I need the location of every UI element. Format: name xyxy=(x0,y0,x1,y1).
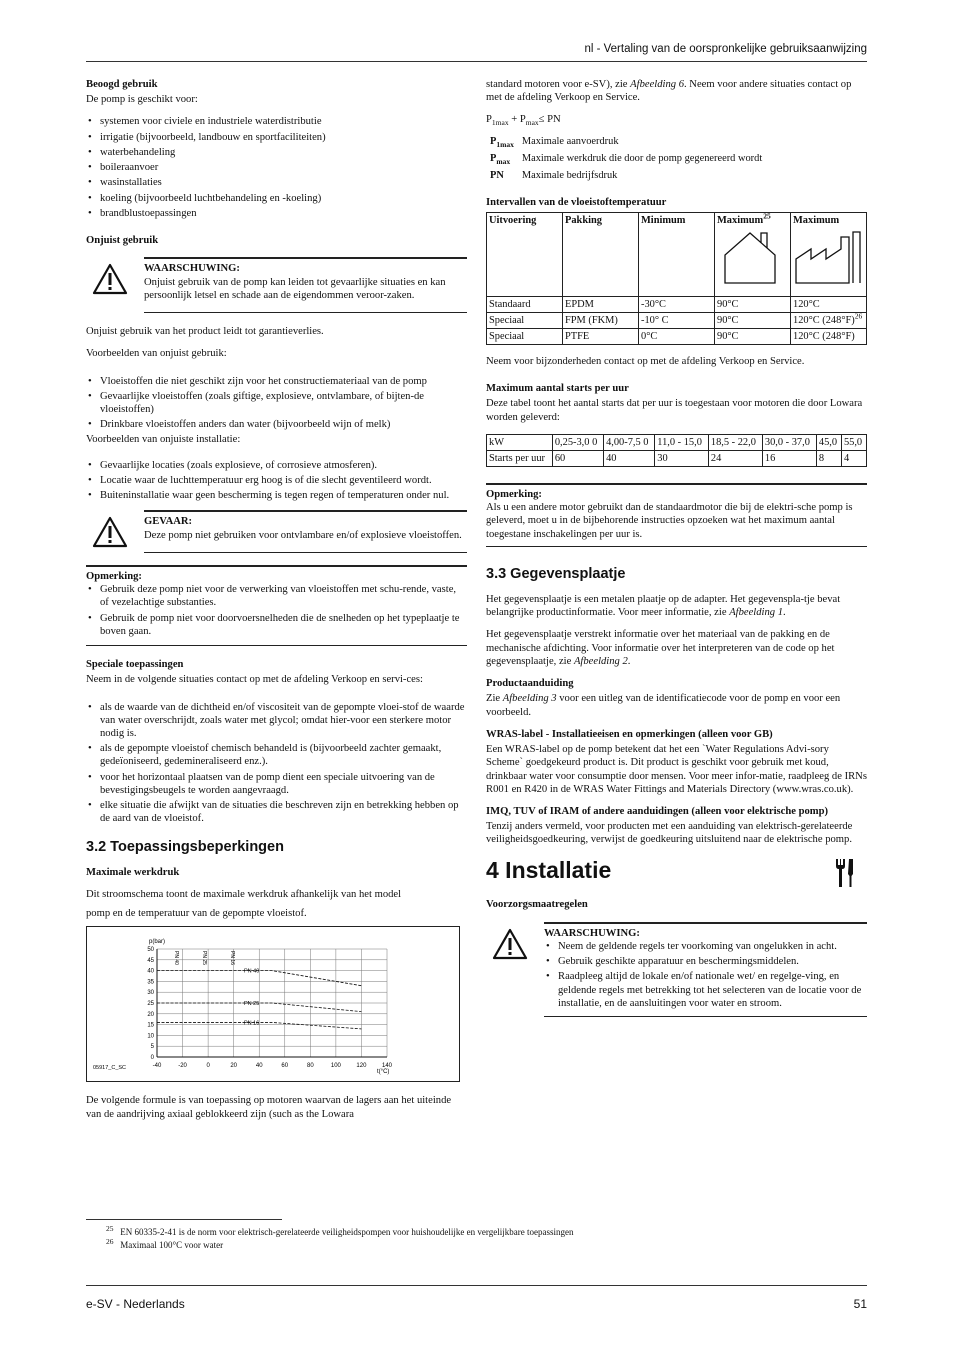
x-tick-label: 140 xyxy=(381,1063,393,1070)
install-examples-intro: Voorbeelden van onjuiste installatie: xyxy=(86,434,241,446)
x-tick-label: -20 xyxy=(178,1063,187,1070)
footnote-25: $^{25}$ EN 60335-2-41 is de norm voor elektrisch-gerelateerde veiligheidspompen voor huishoudelijke en vergelijkbare toepassingen xyxy=(106,1224,574,1237)
footer-left: e-SV - Nederlands xyxy=(86,1297,185,1311)
list-item: • elke situatie die afwijkt van de situaties die beschreven zijn en betrekking hebben op de aard van de vloeistof. xyxy=(86,799,467,825)
list-item: • Buiteninstallatie waar geen bescherming is tegen regen of temperaturen onder nul. xyxy=(86,489,467,502)
section-3-2-heading: 3.2 Toepassingsbeperkingen xyxy=(86,838,284,855)
table-cell: Speciaal xyxy=(487,328,563,344)
y-tick-label: 15 xyxy=(147,1023,154,1030)
table-cell: EPDM xyxy=(563,296,639,312)
note-list xyxy=(86,583,467,638)
temp-note: Neem voor bijzonderheden contact op met de afdeling Verkoop en Service. xyxy=(486,355,805,367)
series-label: PN 16 xyxy=(244,1020,260,1027)
x-tick-label: -40 xyxy=(152,1063,162,1070)
list-item: • Gevaarlijke vloeistoffen (zoals giftige, explosieve, ontvlambare, of bijten-de vloeistoffen) xyxy=(86,390,467,416)
max-pressure-text-2: pomp en de temperatuur van de gepompte vloeistof. xyxy=(86,908,307,920)
series-label: PN 25 xyxy=(244,1001,260,1008)
series-label: PN 40 xyxy=(244,969,260,976)
install-warning-box xyxy=(544,922,867,1017)
footnote-rule xyxy=(86,1219,282,1220)
y-tick-label: 25 xyxy=(147,1001,154,1008)
x-axis-label: t(°C) xyxy=(377,1069,390,1076)
danger-title: GEVAAR: xyxy=(144,516,193,528)
y-tick-label: 45 xyxy=(147,958,154,965)
indoor-house-icon xyxy=(717,229,783,285)
list-item: • Neem de geldende regels ter voorkoming van ongelukken in acht. xyxy=(544,940,867,953)
table-cell: 4 xyxy=(841,450,866,466)
x-tick-label: 20 xyxy=(230,1063,238,1070)
table-cell: 120°C xyxy=(791,296,867,312)
table-header: Pakking xyxy=(563,212,639,296)
running-header: nl - Vertaling van de oorspronkelijke gebruiksaanwijzing xyxy=(584,43,867,55)
table-cell: 0,25-3,0 0 xyxy=(552,434,603,450)
table-cell: 30 xyxy=(655,450,709,466)
motor-note-box xyxy=(486,483,867,547)
intended-use-list xyxy=(86,115,467,220)
special-title: Speciale toepassingen xyxy=(86,659,184,671)
symbol: $P_{max}$ xyxy=(490,152,511,166)
continued-text: standard motoren voor e-SV), zie Afbeelding 6. Neem voor andere situaties contact op met de afdeling Verkoop en Service. xyxy=(486,79,852,104)
danger-triangle-icon xyxy=(92,516,128,548)
warning-title: WAARSCHUWING: xyxy=(144,263,240,275)
special-list xyxy=(86,701,467,826)
table-cell: Standaard xyxy=(487,296,563,312)
y-tick-label: 30 xyxy=(147,990,154,997)
table-cell: 120°C (248°F) xyxy=(791,328,867,344)
list-item: • systemen voor civiele en industriele waterdistributie xyxy=(86,115,467,128)
note-title: Opmerking: xyxy=(86,570,142,582)
x-tick-label: 80 xyxy=(306,1063,314,1070)
tools-icon xyxy=(833,858,855,888)
intended-use-intro: De pomp is geschikt voor: xyxy=(86,94,198,106)
list-item: • voor het horizontaal plaatsen van de pomp dient een speciale uitvoering van de bevestigingsbeugels te worden aangevraagd. xyxy=(86,771,467,797)
list-item: • waterbehandeling xyxy=(86,146,467,159)
misuse-list xyxy=(86,375,467,432)
precautions-title: Voorzorgsmaatregelen xyxy=(486,899,588,911)
column-label: PN 16 xyxy=(229,951,235,966)
warning-list xyxy=(544,940,867,1010)
x-tick-label: 100 xyxy=(330,1063,341,1070)
y-tick-label: 0 xyxy=(150,1055,154,1062)
table-cell: 8 xyxy=(816,450,841,466)
list-item: • als de waarde van de dichtheid en/of viscositeit van de gepompte vloei-stof de waarde van water overschrijdt, zoals water met glycol; omdat hier-voor een sterkere motor nodig is. xyxy=(86,701,467,741)
section-4-heading: 4 Installatie xyxy=(486,856,867,885)
misuse-examples-intro: Voorbeelden van onjuist gebruik: xyxy=(86,348,227,360)
plate-paragraph-1: Het gegevensplaatje is een metalen plaatje op de adapter. Het gegevenspla-tje bevat belangrijke productinformatie. Voor meer informatie, zie Afbeelding 1. xyxy=(486,593,841,619)
table-header: Maximum xyxy=(791,212,867,296)
list-item: • Gebruik deze pomp niet voor de verwerking van vloeistoffen met schu-rende, vaste, of vezelachtige substanties. xyxy=(86,583,467,609)
table-cell: 90°C xyxy=(715,312,791,328)
warning-title: WAARSCHUWING: xyxy=(544,927,640,939)
symbol-table xyxy=(486,133,766,184)
table-cell: kW xyxy=(487,434,553,450)
table-cell: 16 xyxy=(762,450,816,466)
section-3-3-heading: 3.3 Gegevensplaatje xyxy=(486,565,626,582)
intended-use-title: Beoogd gebruik xyxy=(86,79,158,90)
y-tick-label: 35 xyxy=(147,979,154,986)
table-cell: -30°C xyxy=(639,296,715,312)
list-item: • wasinstallaties xyxy=(86,176,467,189)
warning-triangle-icon xyxy=(92,263,128,295)
table-header: Maximum$^{25}$ xyxy=(715,212,791,296)
table-cell: 0°C xyxy=(639,328,715,344)
table-cell: 45,0 xyxy=(816,434,841,450)
table-cell: 55,0 xyxy=(841,434,866,450)
left-column xyxy=(86,78,467,1130)
y-tick-label: 50 xyxy=(147,947,154,954)
table-cell: Speciaal xyxy=(487,312,563,328)
right-column xyxy=(486,78,867,1029)
page-number: 51 xyxy=(853,1297,867,1311)
x-tick-label: 60 xyxy=(281,1063,289,1070)
symbol: $P_{1max}$ xyxy=(490,135,514,149)
table-cell: 18,5 - 22,0 xyxy=(708,434,762,450)
formula-intro: De volgende formule is van toepassing op motoren waarvan de lagers aan het uiteinde van de aandrijving axiaal geblokkeerd zijn (such as the Lowara xyxy=(86,1095,452,1120)
table-cell: FPM (FKM) xyxy=(563,312,639,328)
list-item: • boileraanvoer xyxy=(86,161,467,174)
danger-box xyxy=(144,510,467,552)
header-rule xyxy=(86,61,867,62)
table-cell: 11,0 - 15,0 xyxy=(655,434,709,450)
imq-title: IMQ, TUV of IRAM of andere aanduidingen (alleen voor elektrische pomp) xyxy=(486,805,829,817)
note-title: Opmerking: xyxy=(486,488,542,500)
table-header: Minimum xyxy=(639,212,715,296)
list-item: • Locatie waar de luchttemperatuur erg hoog is of die slecht geventileerd wordt. xyxy=(86,474,467,487)
install-list xyxy=(86,459,467,503)
list-item: • als de gepompte vloeistof chemisch behandeld is (bijvoorbeeld zachter gemaakt, gedeïoniseerd, gedemineraliseerd enz.). xyxy=(86,742,467,768)
chart-code: 05917_C_SC xyxy=(93,1065,127,1072)
product-text: Zie Afbeelding 3 voor een uitleg van de identificatiecode voor de pomp en voor een voorbeeld. xyxy=(486,693,841,718)
special-intro: Neem in de volgende situaties contact op met de afdeling Verkoop en servi-ces: xyxy=(86,674,423,686)
warning-text: Onjuist gebruik van de pomp kan leiden tot gevaarlijke situaties en kan persoonlijk letsel en schade aan de eigendommen veroor-zaken. xyxy=(144,276,446,301)
table-header: Uitvoering xyxy=(487,212,563,296)
chart-svg xyxy=(87,927,459,1081)
list-item: • Raadpleeg altijd de lokale en/of nationale wet/ en regelge-ving, en geldende regels met betrekking tot het selecteren van de locatie voor de installatie, en de aansluitingen voor water en stroom. xyxy=(544,970,867,1010)
outdoor-factory-icon xyxy=(793,229,863,285)
column-label: PN 25 xyxy=(201,951,207,966)
x-tick-label: 40 xyxy=(255,1063,263,1070)
list-item: • Vloeistoffen die niet geschikt zijn voor het constructiemateriaal van de pomp xyxy=(86,375,467,388)
starts-text: Deze tabel toont het aantal starts dat per uur is toegestaan voor motoren die door Lowara worden geleverd: xyxy=(486,398,863,423)
y-tick-label: 5 xyxy=(150,1044,154,1051)
plate-paragraph-2: Het gegevensplaatje verstrekt informatie over het materiaal van de pakking en de mechanische afdichting. Voor informatie over het interpreteren van de code op het gegevensplaatje, zie Afbeelding 2. xyxy=(486,629,835,667)
pressure-temperature-chart xyxy=(86,926,460,1082)
table-cell: 120°C $(248^\circ F)^{26}$ xyxy=(791,312,867,328)
table-cell: 4,00-7,5 0 xyxy=(604,434,655,450)
product-title: Productaanduiding xyxy=(486,678,574,690)
temperature-table xyxy=(486,212,867,345)
misuse-title: Onjuist gebruik xyxy=(86,235,159,247)
table-cell: 60 xyxy=(552,450,603,466)
table-cell: 40 xyxy=(604,450,655,466)
y-tick-label: 10 xyxy=(147,1033,154,1040)
list-item: • Gebruik de pomp niet voor doorvoersnelheden die de snelheden op het typeplaatje te boven gaan. xyxy=(86,612,467,638)
list-item: • Gevaarlijke locaties (zoals explosieve, of corrosieve atmosferen). xyxy=(86,459,467,472)
warning-triangle-icon xyxy=(492,928,528,960)
y-tick-label: 20 xyxy=(147,1012,154,1019)
starts-table xyxy=(486,434,867,467)
symbol: PN xyxy=(490,169,504,181)
warning-box xyxy=(144,257,467,313)
x-tick-label: 120 xyxy=(356,1063,367,1070)
footer-rule xyxy=(86,1285,867,1286)
max-pressure-title: Maximale werkdruk xyxy=(86,866,180,878)
danger-text: Deze pomp niet gebruiken voor ontvlambare en/of explosieve vloeistoffen. xyxy=(144,529,462,541)
wras-text: Een WRAS-label op de pomp betekent dat het een `Water Regulations Advi-sory Scheme` goedgekeurd product is. Dit product is geschikt voor gebruik met koud, drinkbaar water voor consumptie door mensen. Voor meer infor-matie, raadpleeg de IRNs R001 en R420 in de WRAS Water Fittings and Materials Directory (www.wras.co.uk). xyxy=(486,744,867,795)
y-tick-label: 40 xyxy=(147,969,154,976)
symbol-desc: Maximale bedrijfsdruk xyxy=(521,169,618,181)
wras-title: WRAS-label - Installatieeisen en opmerkingen (alleen voor GB) xyxy=(486,728,773,740)
list-item: • brandblustoepassingen xyxy=(86,207,467,220)
column-label: PN 40 xyxy=(173,951,179,966)
symbol-desc: Maximale aanvoerdruk xyxy=(521,135,619,147)
footnote-26: $^{26}$ Maximaal 100°C voor water xyxy=(106,1237,224,1250)
table-cell: Starts per uur xyxy=(487,450,553,466)
list-item: • Gebruik geschikte apparatuur en beschermingsmiddelen. xyxy=(544,955,867,968)
table-cell: 30,0 - 37,0 xyxy=(762,434,816,450)
symbol-desc: Maximale werkdruk die door de pomp gegenereerd wordt xyxy=(521,152,763,164)
pressure-formula: $P_{1max} + P_{max}\le$ PN xyxy=(486,114,561,128)
misuse-warranty: Onjuist gebruik van het product leidt tot garantieverlies. xyxy=(86,326,324,338)
list-item: • Drinkbare vloeistoffen anders dan water (bijvoorbeeld wijn of melk) xyxy=(86,418,467,431)
note-text: Als u een andere motor gebruikt dan de standaardmotor die bij de elektri-sche pomp is geleverd, moet u in de bijbehorende instructies opzoeken wat het maximum aantal toegestane inschakelingen per uur is. xyxy=(486,502,853,540)
note-box xyxy=(86,565,467,646)
y-axis-label: p(bar) xyxy=(149,939,166,946)
list-item: • irrigatie (bijvoorbeeld, landbouw en sportfaciliteiten) xyxy=(86,131,467,144)
table-cell: 90°C xyxy=(715,328,791,344)
starts-title: Maximum aantal starts per uur xyxy=(486,383,629,395)
temp-table-title: Intervallen van de vloeistoftemperatuur xyxy=(486,196,667,208)
table-cell: 24 xyxy=(708,450,762,466)
table-cell: PTFE xyxy=(563,328,639,344)
list-item: • koeling (bijvoorbeeld luchtbehandeling en -koeling) xyxy=(86,192,467,205)
imq-text: Tenzij anders vermeld, voor producten met een aanduiding van elektrisch-gerelateerde veiligheidsgoedkeuring, verwijst de goedkeuring uitsluitend naar de elektrische pomp. xyxy=(486,821,853,846)
table-cell: 90°C xyxy=(715,296,791,312)
table-cell: -10° C xyxy=(639,312,715,328)
max-pressure-text-1: Dit stroomschema toont de maximale werkdruk afhankelijk van het model xyxy=(86,888,402,900)
x-tick-label: 0 xyxy=(206,1063,210,1070)
